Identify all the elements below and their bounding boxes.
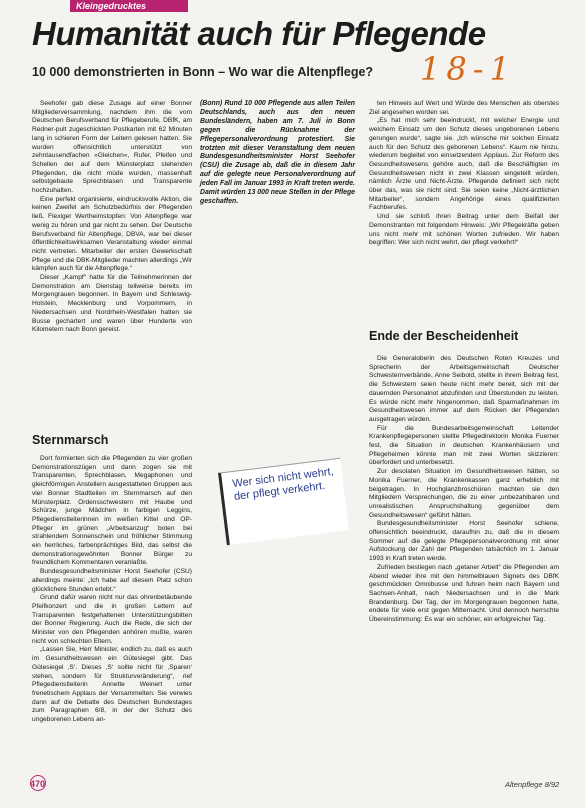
paragraph: „Lassen Sie, Herr Minister, endlich zu, daß es auch im Gesundheitswesen ein Gütesiegel gibt. Das Gütesiegel ‚S‘. Dieses ‚S‘ sollte nicht für ‚Sparen‘ stehen, sondern für Strukturveränderung“, rief Pflegedienstleiterin Annette Weinert unter frenetischem Applaus der Versammelten: Sie verwies dann auf die Debatte des Deutschen Bundestages zum Paragraphen 6/8, in der der Schutz des ungeborenen Lebens an- — [32, 646, 192, 724]
paragraph: Bundesgesundheitsminister Horst Seehofer schiene, offensichtlich beeindruckt, daraufhin zu, daß die in diesem Sommer auf die gelegte Pflegepersonalverordnung mit einer Aufstockung der Zahl der Pflegenden tatsächlich im 1. Januar 1993 in Kraft treten werde. — [369, 520, 559, 563]
handwritten-annotation: 18-1 — [420, 50, 516, 88]
column-1-bottom — [32, 455, 192, 725]
section-heading-sternmarsch: Sternmarsch — [32, 433, 109, 447]
lead-text — [200, 100, 355, 207]
pull-quote: Wer sich nicht wehrt, der pflegt verkehrt. — [231, 465, 335, 503]
paragraph: Bundesgesundheitsminister Horst Seehofer (CSU) allerdings meinte: „Ich habe auf diesem Platz schon glücklichere Stunden erlebt.“ — [32, 568, 192, 593]
column-3-top — [369, 100, 559, 248]
section-tab: Kleingedrucktes — [70, 0, 188, 12]
lead-paragraph: (Bonn) Rund 10 000 Pflegende aus allen Teilen Deutschlands, auch aus den neuen Bundesländern, haben am 7. Juli in Bonn gegen die Rücknahme der Pflegepersonalverordnung protestiert. Sie trotzten mit dieser Veranstaltung dem neuen Bundesgesundheitsminister Horst Seehofer (CSU) die Zusage ab, daß die in diesem Jahr auf die gelegte neue Personalverordnung auf jeden Fall im Januar 1993 in Kraft treten werde. Damit würden 13 000 neue Stellen in der Pflege geschaffen. — [200, 100, 355, 205]
headline: Humanität auch für Pflegende — [32, 15, 486, 52]
paragraph: Die Generaloberin des Deutschen Roten Kreuzes und Sprecherin der Arbeitsgemeinschaft Deutscher Schwesternverbände, Anne Seibold, stellte in ihrem Beitrag fest, die Schwestern seien heute nicht mehr bereit, sich mit der dauernden Personalnot abzufinden und Überstunden zu leisten. Es würde nicht mehr hingenommen, daß Sparmaßnahmen im Gesundheitswesen immer auf dem Rücken der Pflegenden ausgetragen würden. — [369, 355, 559, 423]
paragraph: Seehofer gab diese Zusage auf einer Bonner Mitgliederversammlung, nachdem ihm die vom Deutschen Berufsverband für Pflegeberufe, DBfK, am Redner-pult zugeschickten Postkarten mit 62 Minuten lang in schieren Form der Leitern gelesen hatten. Sie wurden offensichtlich unterstützt von zehntausendfachen »Gleichen«, Rufer, Pfeifen und Schellen der auf dem Münsterplatz stehenden Pflegenden, die nicht müde wurden, massenhaft selbstgebaute Sprechblasen und Transparente hochzuhalten. — [32, 100, 192, 195]
pull-quote-box — [218, 458, 349, 545]
magazine-footer: Altenpflege 8/92 — [505, 780, 560, 789]
section-heading-bescheidenheit: Ende der Bescheidenheit — [369, 329, 519, 343]
paragraph: Eine perfekt organisierte, eindrucksvolle Aktion, die keinen Zweifel am Schutzbedürfnis der Pflegenden ließ. Flexiger Wertheimstopfen: Von Altenpflege war wenig zu hören und gar nicht zu sehen. Der Deutsche Berufsverband für Altenpflege, DBVA, war bei dieser öffentlichkeitswirksamen Veranstaltung wieder einmal nicht vertreten. Mitarbeiter der ersten Gewerkschaft Pflege und die DBK-Mitglieder machten allerdings „Wir kämpfen auch für die Altenpflege.“ — [32, 195, 192, 273]
paragraph: Zur desolaten Situation im Gesundheitswesen hätten, so Monika Fuerner, die Krankenkassen ganz erheblich mit beigetragen. In Hochglanzbroschüren machten sie den Mitgliedern Versprechungen, die zu einer „unbezahlbaren und unrealistischen Anspruchshaltung gegenüber dem Gesundheitswesen“ geführt hätten. — [369, 468, 559, 519]
page-number: 470 — [30, 779, 46, 789]
paragraph: Für die Bundesarbeitsgemeinschaft Leitender Krankenpflegepersonen stellte Pflegedirektorin Monika Fuerner fest, die Situation in deutschen Krankenhäusern und Pflegeheimen könnte man mit zwei Worten skizzieren: überfordert und unterbesetzt. — [369, 424, 559, 467]
paragraph: Und sie schloß ihren Beitrag unter dem Beifall der Demonstranten mit folgendem Hinweis: „Wir Pflegekräfte geben uns nicht mehr mit schönen Worten zufrieden. Wir haben begriffen: Wer sich nicht wehrt, der pflegt verkehrt!“ — [369, 213, 559, 247]
paragraph: Dort formierten sich die Pflegenden zu vier großen Demonstrationszügen und dann zogen sie mit Transparenten, Sprechblasen, Megaphonen und gleichförmigen Anstellern ausgestatteten Gruppen aus vier Bonner Stadtteilen im Sternmarsch auf den Münsterplatz. Ordensschwestern mit Haube und Schürze, junge Mädchen in farbigen Leggins, Pflegedienstleiterinnen im weißen Kittel und OP-Pfleger im grünen „Arbeitsanzug“ boten bei strahlendem Sonnenschein und fröhlicher Stimmung ein herrliches, farbenprächtiges Bild, das selbst die demonstrationsgewöhnten Bonner Bürger zu freundlichem Kommentaren veranlaßte. — [32, 455, 192, 567]
paragraph: „Es hat mich sehr beeindruckt, mit welcher Energie und welchem Einsatz um den Schutz dieses ungeborenen Lebens gerungen wurde“, sagte sie. „Ich wünsche mir solchen Einsatz auch für den Schutz des geborenen Lebens“. Kaum nie hinzu, wiederum begleitet von einsetzendem Applaus. Zur Reform des Gesundheitswesens gehöre auch, daß die Beschäftigten im Gesundheitswesen nicht in zwei Klassen eingeteilt würden, nämlich Ärzte und Nicht-Ärzte. Pflegende definiert sich nicht über das, was sie nicht sind. Sie seien keine „Nicht-ärztlichen Mitarbeiter“, sondern Angehörige eines qualifizierten Fachberufes. — [369, 117, 559, 212]
paragraph: Grund dafür waren nicht nur das ohrenbetäubende Pfeifkonzert und die in großen Lettern auf Transparenten festgehaltenen Unterstützungsbitten der Bonner Regierung. Auch die Rede, die sich der Minister von den Pflegenden anhören mußte, waren nicht von schlechten Eltern. — [32, 594, 192, 645]
paragraph: Dieser „Kampf“ hatte für die Teilnehmerinnen der Demonstration am Dienstag teilweise bereits im Morgengrauen begonnen. In Bayern und Schleswig-Holstein, Mecklenburg und Vorpommern, in Niedersachsen und Nordrhein-Westfalen hatten sie Busse gechartert und waren über Hunderte von Kilometern nach Bonn gereist. — [32, 274, 192, 334]
paragraph: ten Hinweis auf Wert und Würde des Menschen als oberstes Ziel angesehen worden sei. — [369, 100, 559, 116]
column-1-top — [32, 100, 192, 335]
subheadline: 10 000 demonstrierten in Bonn – Wo war die Altenpflege? — [32, 65, 374, 79]
column-3-bottom — [369, 355, 559, 625]
paragraph: Zufrieden bestiegen nach „getaner Arbeit“ die Pflegenden am Abend wieder ihre mit den himmelblauen Signets des DBfK geschmückten Omnibusse und fuhren heim nach Bayern und Sachsen-Anhalt, nach Niedersachsen und in die Mark Brandenburg. Der Tag, der im Morgengrauen begonnen hatte, endete für viele erst gegen Mitternacht. Und dennoch herrschte Übereinstimmung: Es war ein schöner, ein erfolgreicher Tag. — [369, 563, 559, 624]
